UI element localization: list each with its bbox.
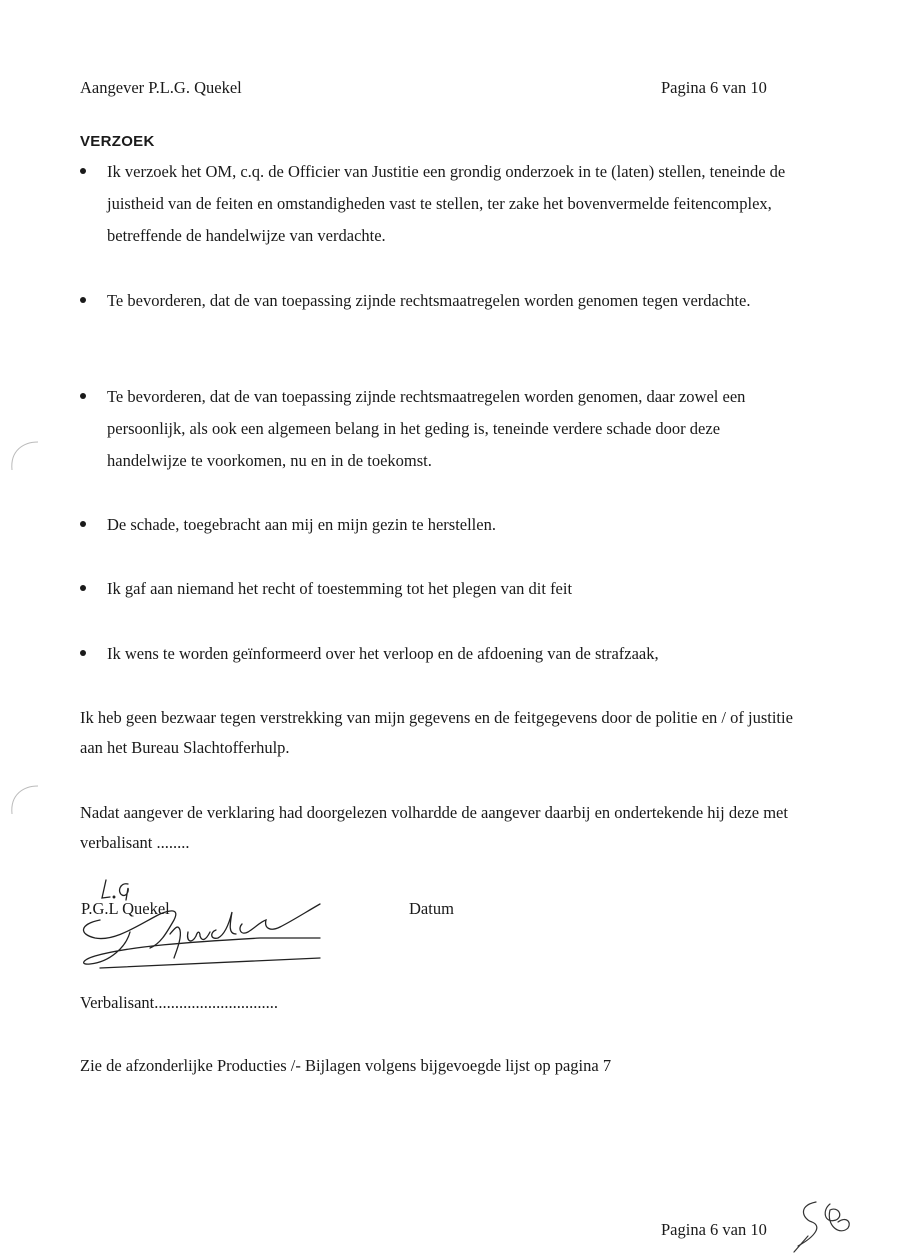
list-item bbox=[80, 381, 800, 477]
bullet-icon bbox=[80, 650, 86, 656]
bullet-icon bbox=[80, 393, 86, 399]
list-item bbox=[80, 638, 800, 670]
bullet-icon bbox=[80, 521, 86, 527]
signature bbox=[70, 872, 340, 982]
signatory-name: P.G.L Quekel bbox=[81, 899, 170, 918]
productions-note: Zie de afzonderlijke Producties /- Bijlagen volgens bijgevoegde lijst op pagina 7 bbox=[80, 1056, 612, 1075]
list-item-text: De schade, toegebracht aan mij en mijn gezin te herstellen. bbox=[107, 515, 496, 534]
list-item bbox=[80, 509, 800, 541]
bullet-icon bbox=[80, 168, 86, 174]
handwritten-initials-icon bbox=[786, 1196, 856, 1256]
list-item-text: Ik verzoek het OM, c.q. de Officier van Justitie een grondig onderzoek in te (laten) stellen, teneinde de juistheid van de feiten en omstandigheden vast te stellen, ter zake het bovenvermelde feitencomplex, betreffende de handelwijze van verdachte. bbox=[107, 162, 786, 245]
declaration-paragraph: Nadat aangever de verklaring had doorgelezen volhardde de aangever daarbij en ondertekende hij deze met verbalisant ........ bbox=[80, 803, 788, 852]
section-title: VERZOEK bbox=[80, 133, 155, 150]
footer-page-number: Pagina 6 van 10 bbox=[661, 1220, 767, 1239]
list-item bbox=[80, 573, 800, 605]
handwritten-signature-icon bbox=[70, 872, 340, 982]
verbalisant-line: Verbalisant.............................. bbox=[80, 993, 278, 1012]
list-item-text: Ik gaf aan niemand het recht of toestemming tot het plegen van dit feit bbox=[107, 579, 573, 598]
date-label: Datum bbox=[409, 899, 454, 918]
list-item-text: Te bevorderen, dat de van toepassing zijnde rechtsmaatregelen worden genomen, daar zowel een persoonlijk, als ook een algemeen belang in het geding is, teneinde verdere schade door deze handelwijze te voorkomen, nu en in de toekomst. bbox=[107, 387, 746, 470]
header-page-number: Pagina 6 van 10 bbox=[661, 78, 767, 97]
bullet-icon bbox=[80, 585, 86, 591]
bullet-icon bbox=[80, 297, 86, 303]
list-item-text: Te bevorderen, dat de van toepassing zijnde rechtsmaatregelen worden genomen tegen verdachte. bbox=[107, 291, 751, 310]
consent-paragraph: Ik heb geen bezwaar tegen verstrekking van mijn gegevens en de feitgegevens door de politie en / of justitie aan het Bureau Slachtofferhulp. bbox=[80, 708, 793, 757]
header-left: Aangever P.L.G. Quekel bbox=[80, 78, 242, 97]
scan-artifact-icon bbox=[4, 436, 44, 476]
list-item bbox=[80, 156, 800, 252]
scan-artifact-icon bbox=[4, 780, 44, 820]
list-item bbox=[80, 285, 800, 317]
list-item-text: Ik wens te worden geïnformeerd over het verloop en de afdoening van de strafzaak, bbox=[107, 644, 659, 663]
